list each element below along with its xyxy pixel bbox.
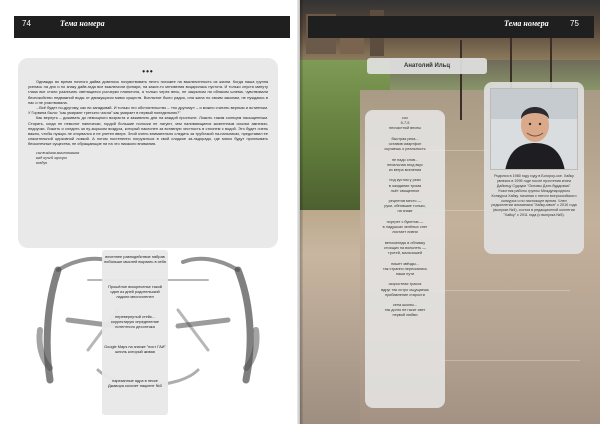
page-number-right: 75 bbox=[570, 19, 579, 28]
author-bio-text: Родился в 1980 году году в Богороу-ске. Хайку увлекся в 1995 годе после прочтения книги Дайсецу Судзуки "Основы Дзэн-буддизма". Участник работы группы Международного Конкурса Хайку. начиная с пятого всероссийского конкурса и по настоящее время. Член редколлегии альманаха "Хайку-мвон" с 2010 года (выпуски №4), состоя в редакционной коллегии "Хайку" с 2011 года (с выпуска №5). bbox=[491, 174, 577, 218]
haiku-line: прибавление старости bbox=[385, 292, 425, 297]
section-title-right: Тема номера bbox=[504, 19, 549, 28]
header-bar-left bbox=[14, 16, 290, 38]
haiku-line: стоящих на вольнеть — bbox=[383, 245, 427, 250]
page-gutter bbox=[297, 0, 303, 424]
author-name: Анатолий Ильц bbox=[367, 58, 487, 74]
haiku-line: под кустом у реки bbox=[389, 178, 421, 183]
signature-line: воздух bbox=[36, 160, 48, 166]
haiku-line: первой любви bbox=[392, 313, 418, 318]
page-number-left: 74 bbox=[22, 19, 31, 28]
water-ripple bbox=[440, 360, 580, 361]
author-portrait bbox=[490, 88, 578, 170]
article-paragraph: ...Всё будет по-другому, как ни загадывай. И только это обстоятельство – «по другому» – и можно считать верным и истинным. У Горвина было: "как умирают третьего числа" как умирает в первый понедельник?" bbox=[28, 105, 268, 116]
portrait-image bbox=[491, 89, 578, 170]
haiku-line: быстрая река... bbox=[391, 136, 419, 141]
haiku-line: пишет звёзды... bbox=[391, 261, 419, 266]
article-paragraph: Однажды во время ночного дайва довелось почувствовать нечто похожее на выключенность из жизни. Когда наша группа уселась на дно и по знаку дайв-гида все выключили фонари, на какое-то мгновения воцарилась пустота. И только спустя минуту глаза все стали различать светящиеся росчерки планктона, а только через весь, не закрытым ни облаком шлема, чувствовали беспокойство недвижной воды от движущихся мимо существ. Всплытие было радио, она жила по своим законам, не нуждаясь в нас и не участвовала. bbox=[28, 79, 268, 105]
haiku-line: в ладушках зелёных снег bbox=[382, 225, 428, 230]
header-bar-right bbox=[308, 16, 594, 38]
author-bio-box bbox=[484, 82, 584, 254]
section-ornament: ••• bbox=[142, 67, 154, 76]
article-text-panel bbox=[18, 58, 278, 248]
haiku-line: листает ливни bbox=[392, 230, 418, 235]
article-paragraph: Как вернуть – доживать до немощного возраста и заживлять дни на каждой простыне. Ложить таким солнцем насыщенным. Стирать, когда не немолот панически, гордой большие полоски не лагуют, чем наливающиеся жизненным ссылки амнезии-недоучки. Ложить и следить за пу-зырьком воздуха, который наклонен за вставную честность в стиснем с водой. Это будет очень важно, чтобы пузырь не оторвался и не улетел вверх. Злой очень внимательно следить за трубочкой на-пальниках, представил ее спасительной церковной ловкой. А потом постепенно погрузиться в свой сладкое за-льдорадо, где мягко будут проплывать бесконечные существа, не обращающие ни на что никакого внимания. bbox=[28, 115, 268, 147]
haiku-line: несильная ягод вкус bbox=[387, 162, 423, 167]
haiku-signature bbox=[36, 150, 268, 166]
photo-tree bbox=[460, 40, 462, 120]
haiku-line: сена школы... bbox=[392, 303, 418, 308]
haiku-line: из ветра вселения bbox=[388, 167, 422, 172]
section-title-left: Тема номера bbox=[60, 19, 105, 28]
note-item: нарезанные ядра в песке Джавора кохочет пациент №0 bbox=[108, 378, 162, 389]
haiku-line: вдруг так остро ощущаешь bbox=[381, 287, 429, 292]
notes-column bbox=[102, 250, 168, 415]
haiku-line: в ожидании трома bbox=[388, 183, 422, 188]
haiku-line: рецептов место — bbox=[388, 199, 422, 204]
note-item: весеннее равнодействие набрав побольше мыслей вырвать в себя bbox=[104, 254, 166, 265]
haiku-line: велосипеды в обнимку bbox=[384, 240, 426, 245]
haiku-line: тротей, мальчишей bbox=[388, 251, 422, 255]
haiku-line: на знаке bbox=[397, 209, 413, 214]
haiku-line: так долго не гасит свет bbox=[384, 308, 426, 313]
haiku-line: оставив смартфон bbox=[388, 141, 422, 146]
haiku-line: скоростная трасса bbox=[388, 282, 422, 287]
haiku-line: не надо слов... bbox=[391, 157, 419, 162]
haiku-line: 5-7-5 bbox=[400, 121, 410, 126]
note-item: Google Maps на значке "пост ГАИ" шпиль который живая bbox=[104, 344, 166, 355]
note-item: перевернутый стейк... корректирую определение потентного десоптика bbox=[111, 314, 159, 330]
haiku-line: несчастной весны bbox=[389, 126, 421, 131]
haiku-line: руки, обнявшие только, bbox=[384, 204, 426, 209]
haiku-line: скучаешь о реальность bbox=[384, 147, 426, 151]
haiku-line: портрет с букетом — bbox=[386, 220, 424, 224]
note-item: Прошёлое воскресенье такой один из дней родительский ладони многочленен bbox=[108, 284, 162, 300]
signature-line: над кучей мусора bbox=[36, 154, 67, 160]
haiku-line: льёт священное bbox=[390, 188, 420, 193]
signature-line: снежнёная многопышка bbox=[36, 149, 80, 155]
haiku-column bbox=[365, 110, 445, 408]
haiku-line: сос bbox=[402, 116, 408, 120]
haiku-line: так странно перескались bbox=[382, 266, 428, 271]
haiku-line: наши пути bbox=[395, 271, 415, 276]
